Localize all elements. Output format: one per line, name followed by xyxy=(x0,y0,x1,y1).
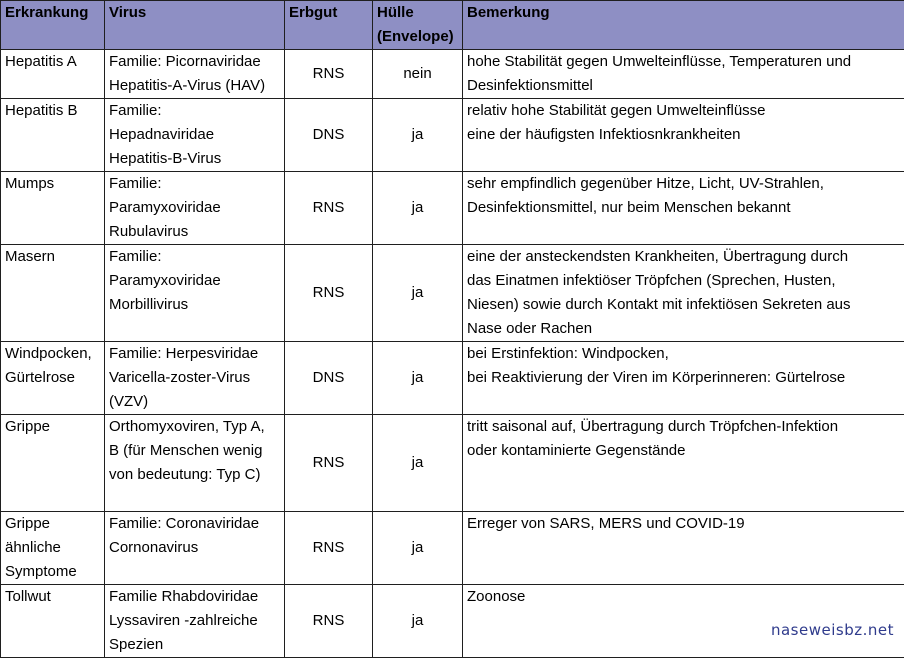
cell-envelope: ja xyxy=(373,512,463,585)
cell-remark: hohe Stabilität gegen Umwelteinflüsse, Temperaturen und Desinfektionsmittel xyxy=(463,50,904,99)
cell-disease: Grippe ähnliche Symptome xyxy=(1,512,105,585)
cell-virus: Orthomyxoviren, Typ A, B (für Menschen wenig von bedeutung: Typ C) xyxy=(105,415,285,512)
table-row xyxy=(1,245,904,342)
cell-virus: Familie Rhabdoviridae Lyssaviren -zahlreiche Spezien xyxy=(105,585,285,658)
cell-disease: Masern xyxy=(1,245,105,342)
cell-envelope: ja xyxy=(373,342,463,415)
cell-genome: DNS xyxy=(285,342,373,415)
header-row xyxy=(1,1,904,50)
cell-envelope: ja xyxy=(373,245,463,342)
table-row xyxy=(1,99,904,172)
cell-envelope: ja xyxy=(373,585,463,658)
cell-disease: Windpocken, Gürtelrose xyxy=(1,342,105,415)
cell-virus: Familie: Coronaviridae Cornonavirus xyxy=(105,512,285,585)
table-row xyxy=(1,415,904,512)
header-envelope: Hülle (Envelope) xyxy=(373,1,463,50)
table-row xyxy=(1,342,904,415)
table-row xyxy=(1,512,904,585)
header-virus: Virus xyxy=(105,1,285,50)
cell-remark: Zoonose xyxy=(463,585,904,658)
cell-genome: RNS xyxy=(285,415,373,512)
cell-remark: eine der ansteckendsten Krankheiten, Übertragung durch das Einatmen infektiöser Tröpfchen (Sprechen, Husten, Niesen) sowie durch Kontakt mit infektiösen Sekreten aus Nase oder Rachen xyxy=(463,245,904,342)
cell-remark: bei Erstinfektion: Windpocken, bei Reaktivierung der Viren im Körperinneren: Gürtelrose xyxy=(463,342,904,415)
table-row xyxy=(1,585,904,658)
cell-envelope: ja xyxy=(373,99,463,172)
cell-remark: tritt saisonal auf, Übertragung durch Tröpfchen-Infektion oder kontaminierte Gegenstände xyxy=(463,415,904,512)
cell-disease: Hepatitis A xyxy=(1,50,105,99)
table-row xyxy=(1,50,904,99)
cell-envelope: nein xyxy=(373,50,463,99)
cell-genome: RNS xyxy=(285,245,373,342)
site-watermark: naseweisbz.net xyxy=(771,621,894,639)
cell-envelope: ja xyxy=(373,415,463,512)
cell-genome: RNS xyxy=(285,50,373,99)
cell-remark: Erreger von SARS, MERS und COVID-19 xyxy=(463,512,904,585)
cell-disease: Hepatitis B xyxy=(1,99,105,172)
cell-genome: DNS xyxy=(285,99,373,172)
cell-virus: Familie: Picornaviridae Hepatitis-A-Virus (HAV) xyxy=(105,50,285,99)
header-disease: Erkrankung xyxy=(1,1,105,50)
cell-disease: Grippe xyxy=(1,415,105,512)
cell-genome: RNS xyxy=(285,172,373,245)
header-remark: Bemerkung xyxy=(463,1,904,50)
cell-virus: Familie: Herpesviridae Varicella-zoster-Virus (VZV) xyxy=(105,342,285,415)
cell-genome: RNS xyxy=(285,585,373,658)
cell-envelope: ja xyxy=(373,172,463,245)
cell-disease: Tollwut xyxy=(1,585,105,658)
cell-disease: Mumps xyxy=(1,172,105,245)
cell-virus: Familie: Hepadnaviridae Hepatitis-B-Virus xyxy=(105,99,285,172)
cell-genome: RNS xyxy=(285,512,373,585)
cell-remark: relativ hohe Stabilität gegen Umwelteinflüsse eine der häufigsten Infektiosnkrankheiten xyxy=(463,99,904,172)
cell-remark: sehr empfindlich gegenüber Hitze, Licht, UV-Strahlen, Desinfektionsmittel, nur beim Menschen bekannt xyxy=(463,172,904,245)
header-genome: Erbgut xyxy=(285,1,373,50)
cell-virus: Familie: Paramyxoviridae Morbillivirus xyxy=(105,245,285,342)
cell-virus: Familie: Paramyxoviridae Rubulavirus xyxy=(105,172,285,245)
table-row xyxy=(1,172,904,245)
